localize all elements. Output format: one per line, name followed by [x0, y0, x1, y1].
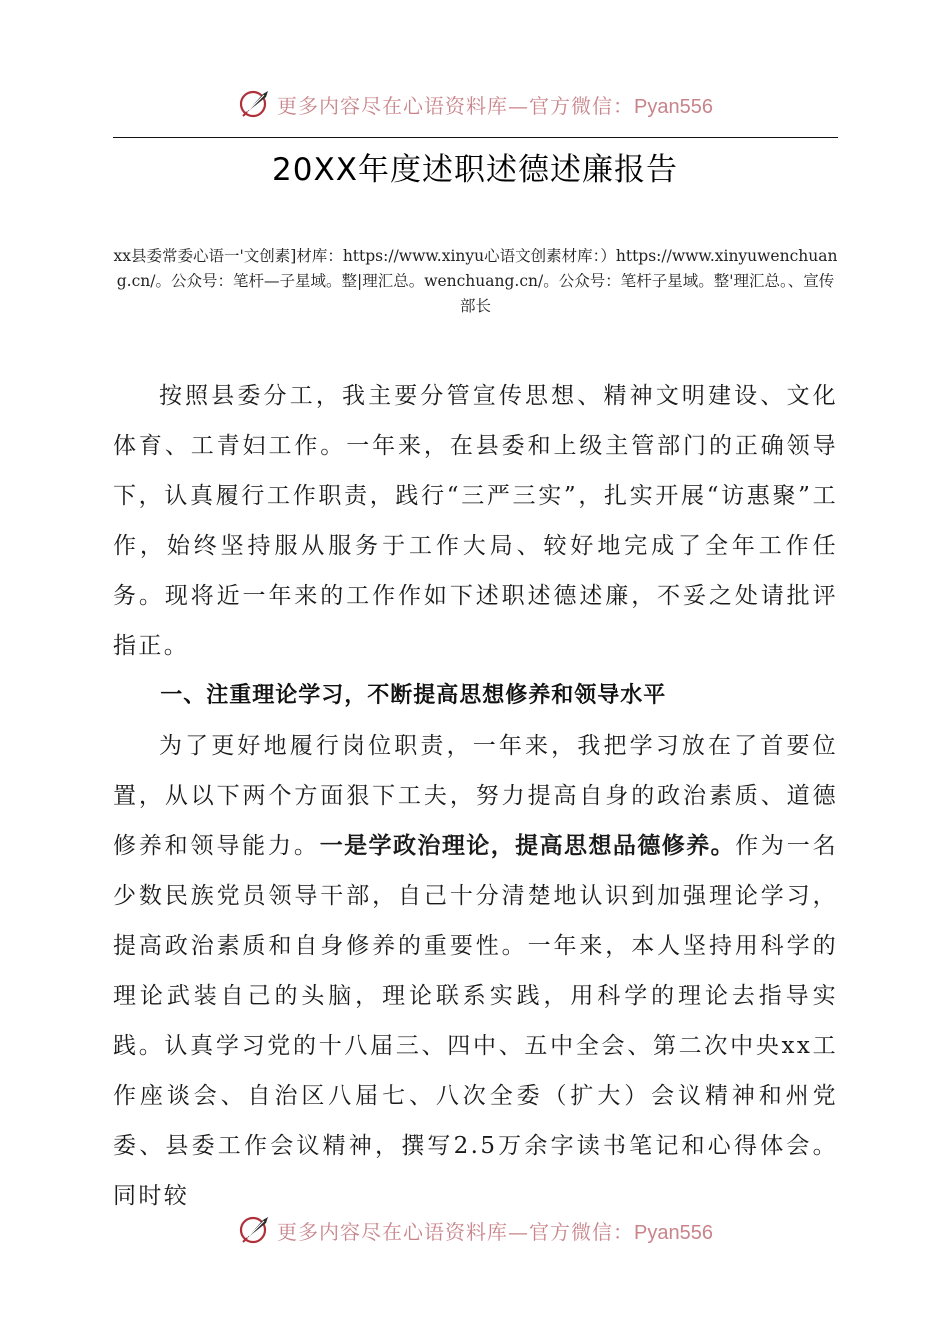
- watermark-text: 更多内容尽在心语资料库—官方微信：Pyan556: [277, 93, 713, 118]
- section-1-text-start: 为了更好地履行岗位职责，一年来，我把学习放在了首要位置，从以下两个方面狠下工夫，努力提高自身的政治素质、道德修养和领导能力。: [113, 733, 838, 859]
- watermark-text: 更多内容尽在心语资料库—官方微信：Pyan556: [277, 1219, 713, 1244]
- watermark-banner-top: [0, 82, 950, 126]
- intro-paragraph: 按照县委分工，我主要分管宣传思想、精神文明建设、文化体育、工青妇工作。一年来，在县委和上级主管部门的正确领导下，认真履行工作职责，践行“三严三实”，扎实开展“访惠聚”工作，始终坚持服从服务于工作大局、较好地完成了全年工作任务。现将近一年来的工作作如下述职述德述廉，不妥之处请批评指正。: [113, 383, 838, 659]
- quill-pen-logo-icon: [237, 86, 273, 122]
- section-1-bold-lead: 一是学政治理论，提高思想品德修养。: [319, 833, 736, 859]
- section-1-paragraph: [113, 721, 838, 1221]
- watermark-wechat-id: Pyan556: [634, 95, 713, 118]
- document-body: [113, 371, 838, 1221]
- watermark-wechat-id: Pyan556: [634, 1221, 713, 1244]
- watermark-banner-bottom: [0, 1208, 950, 1252]
- section-heading-1: 一、注重理论学习，不断提高思想修养和领导水平: [160, 683, 667, 708]
- document-byline: xx县委常委心语一'文创素]材库：https://www.xinyu心语文创素材库：）https://www.xinyuwenchuang.cn/。公众号：笔杆—子星域。整|理汇总。wenchuang.cn/。公众号：笔杆子星域。整'理汇总。、宣传部长: [113, 247, 838, 315]
- quill-pen-logo-icon: [237, 1212, 273, 1248]
- document-title: 20XX年度述职述德述廉报告: [272, 152, 678, 188]
- header-rule: [113, 137, 838, 138]
- section-1-text-rest: 作为一名少数民族党员领导干部，自己十分清楚地认识到加强理论学习，提高政治素质和自身修养的重要性。一年来，本人坚持用科学的理论武装自己的头脑，理论联系实践，用科学的理论去指导实践。认真学习党的十八届三、四中、五中全会、第二次中央xx工作座谈会、自治区八届七、八次全委（扩大）会议精神和州党委、县委工作会议精神，撰写2.5万余字读书笔记和心得体会。同时较: [113, 833, 838, 1209]
